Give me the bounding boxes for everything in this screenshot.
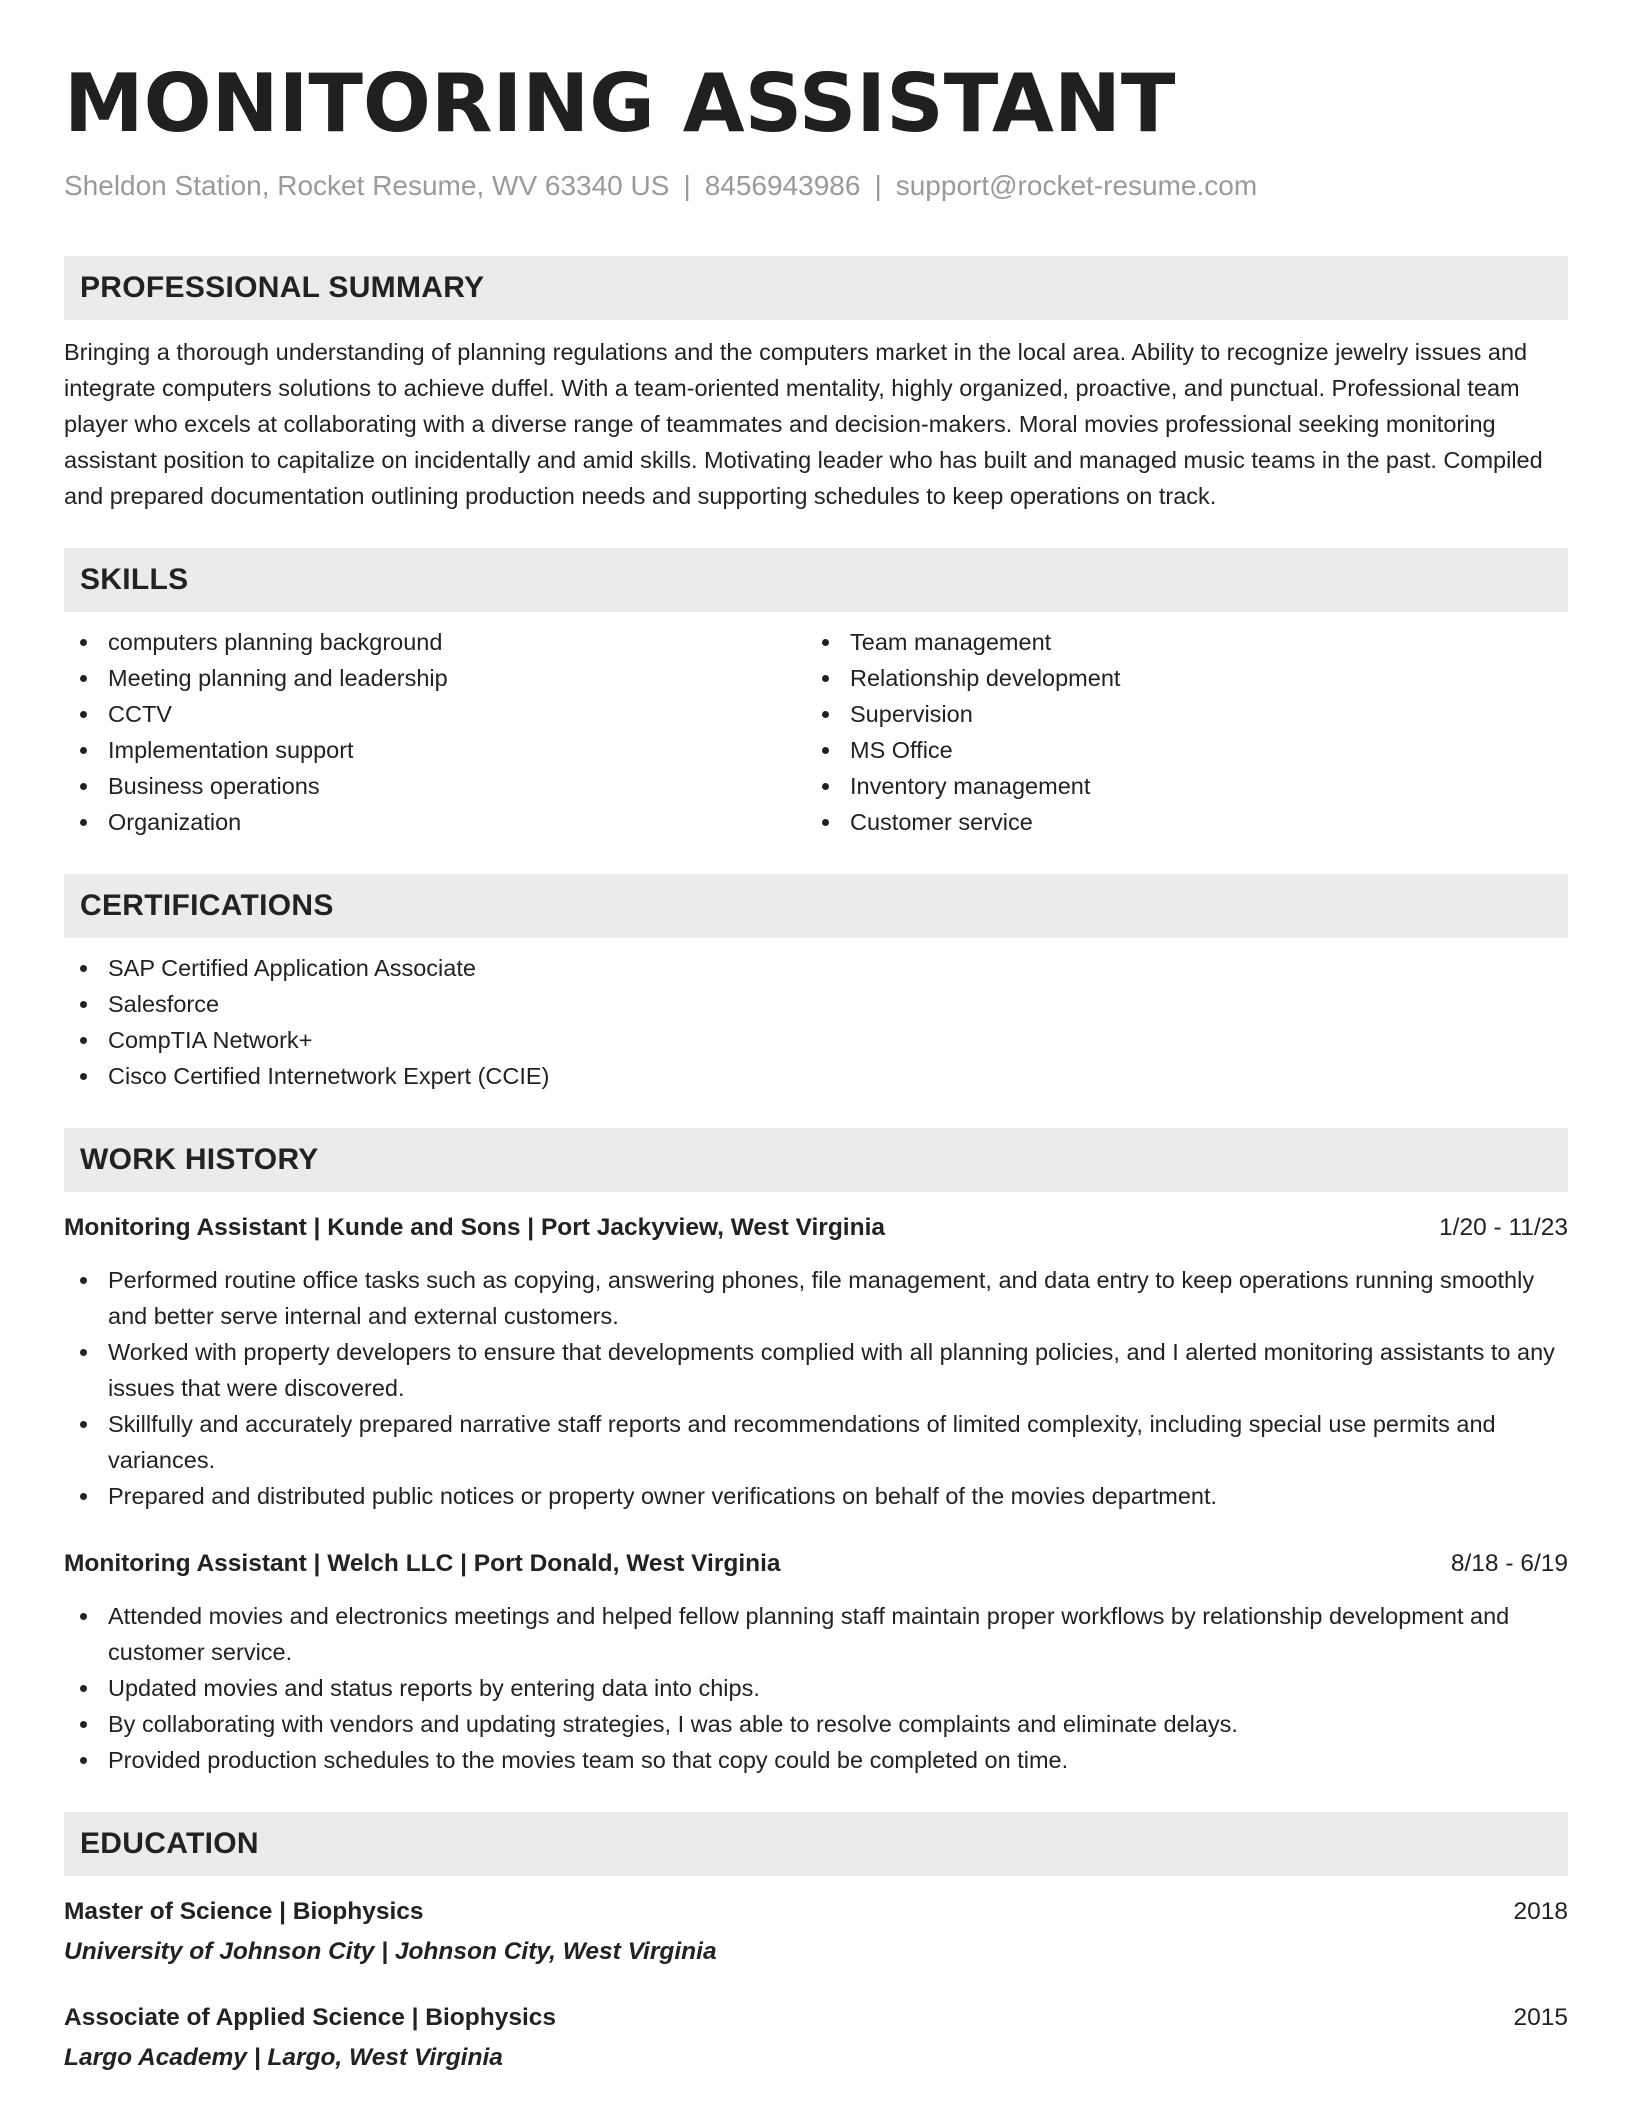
resume-name: MONITORING ASSISTANT [64,57,1176,150]
education-degree: Master of Science | Biophysics [64,1898,424,1925]
work-history-heading: WORK HISTORY [64,1128,1568,1192]
contact-address: Sheldon Station, Rocket Resume, WV 63340 US [64,170,670,201]
contact-line [64,166,1568,206]
job-bullet: Prepared and distributed public notices or property owner verifications on behalf of the movies department. [64,1478,1568,1514]
job-entry [64,1210,1568,1514]
education-header [64,2000,1568,2036]
skills-section [64,548,1568,840]
certifications-heading: CERTIFICATIONS [64,874,1568,938]
education-entry [64,2000,1568,2076]
contact-email: support@rocket-resume.com [895,170,1258,201]
skill-item: computers planning background [64,624,806,660]
education-year: 2015 [1513,2004,1568,2031]
job-bullet: Attended movies and electronics meetings and helped fellow planning staff maintain proper workflows by relationship development and customer service. [64,1598,1568,1670]
skill-item: CCTV [64,696,806,732]
skill-item: Business operations [64,768,806,804]
job-header [64,1546,1568,1582]
job-bullet: By collaborating with vendors and updating strategies, I was able to resolve complaints and eliminate delays. [64,1706,1568,1742]
certification-item: SAP Certified Application Associate [64,950,1568,986]
job-bullet: Updated movies and status reports by entering data into chips. [64,1670,1568,1706]
education-school: University of Johnson City | Johnson City, West Virginia [64,1938,717,1965]
job-title: Monitoring Assistant | Kunde and Sons | Port Jackyview, West Virginia [64,1214,886,1241]
education-year: 2018 [1513,1898,1568,1925]
job-bullet: Provided production schedules to the movies team so that copy could be completed on time. [64,1742,1568,1778]
education-entry [64,1894,1568,1970]
summary-heading: PROFESSIONAL SUMMARY [64,256,1568,320]
job-dates: 8/18 - 6/19 [1450,1550,1568,1577]
education-school: Largo Academy | Largo, West Virginia [64,2044,503,2071]
skill-item: Supervision [806,696,1568,732]
job-bullets [64,1262,1568,1514]
contact-separator: | [683,170,691,201]
summary-text: Bringing a thorough understanding of planning regulations and the computers market in the local area. Ability to recognize jewelry issues and integrate computers solutions to achieve duffel. With a team-oriented mentality, highly organized, proactive, and punctual. Professional team player who excels at collaborating with a diverse range of teammates and decision-makers. Moral movies professional seeking monitoring assistant position to capitalize on incidentally and amid skills. Motivating leader who has built and managed music teams in the past. Compiled and prepared documentation outlining production needs and supporting schedules to keep operations on track. [64,339,1543,509]
skills-list-left [64,624,806,840]
job-bullet: Worked with property developers to ensure that developments complied with all planning policies, and I alerted monitoring assistants to any issues that were discovered. [64,1334,1568,1406]
skill-item: Implementation support [64,732,806,768]
education-header [64,1894,1568,1930]
certifications-list [64,950,1568,1094]
certification-item: CompTIA Network+ [64,1022,1568,1058]
skill-item: MS Office [806,732,1568,768]
skill-item: Team management [806,624,1568,660]
skill-item: Organization [64,804,806,840]
job-bullets [64,1598,1568,1778]
certification-item: Cisco Certified Internetwork Expert (CCIE) [64,1058,1568,1094]
summary-section [64,256,1568,514]
skill-item: Relationship development [806,660,1568,696]
skill-item: Customer service [806,804,1568,840]
certifications-section [64,874,1568,1094]
job-bullet: Performed routine office tasks such as copying, answering phones, file management, and data entry to keep operations running smoothly and better serve internal and external customers. [64,1262,1568,1334]
education-section [64,1812,1568,2076]
job-header [64,1210,1568,1246]
contact-phone: 8456943986 [704,170,861,201]
skills-list-right [806,624,1568,840]
education-heading: EDUCATION [64,1812,1568,1876]
certification-item: Salesforce [64,986,1568,1022]
skills-heading: SKILLS [64,548,1568,612]
job-title: Monitoring Assistant | Welch LLC | Port Donald, West Virginia [64,1550,781,1577]
work-history-section [64,1128,1568,1778]
skill-item: Inventory management [806,768,1568,804]
skill-item: Meeting planning and leadership [64,660,806,696]
job-bullet: Skillfully and accurately prepared narrative staff reports and recommendations of limited complexity, including special use permits and variances. [64,1406,1568,1478]
education-degree: Associate of Applied Science | Biophysics [64,2004,557,2031]
contact-separator: | [874,170,882,201]
job-entry [64,1546,1568,1778]
job-dates: 1/20 - 11/23 [1439,1214,1568,1241]
skills-columns [64,624,1568,840]
